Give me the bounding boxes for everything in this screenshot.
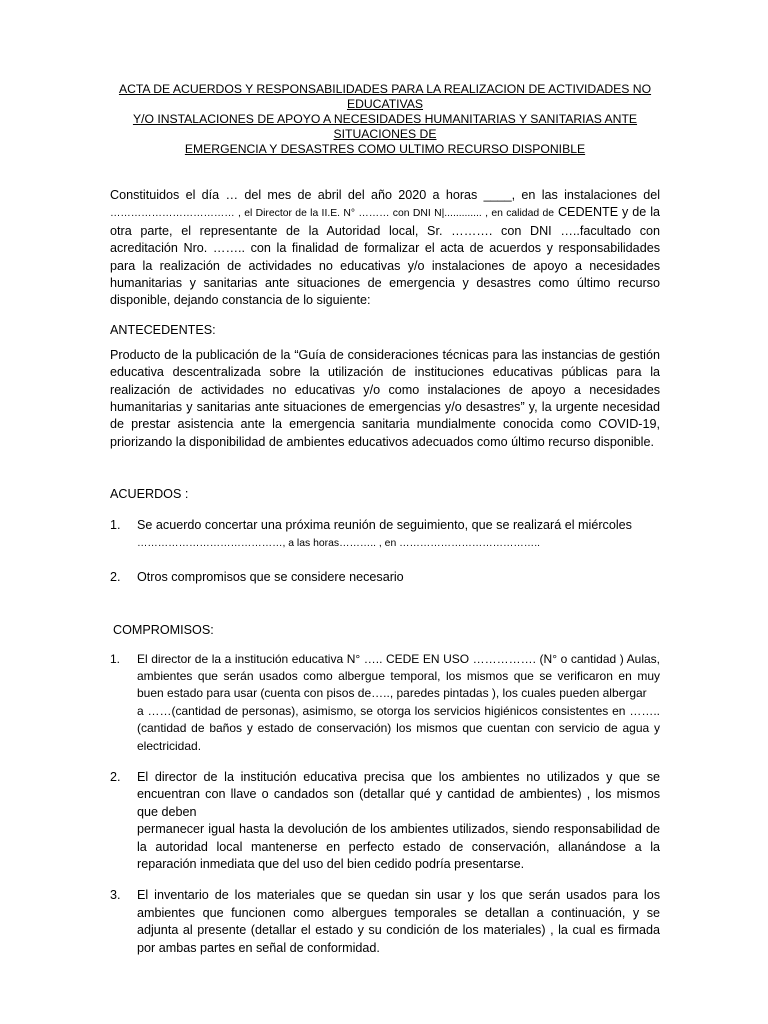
acuerdo-item-2-text: Otros compromisos que se considere necesario bbox=[137, 570, 404, 585]
compromiso-item-1-text-b: a ……(cantidad de personas), asimismo, se otorga los servicios higiénicos consistentes en ……..(cantidad de baños y estado de conservación) los mismos que cuentan con servicio de agua y electricidad. bbox=[137, 703, 660, 753]
acuerdo-item-2-number: 2. bbox=[110, 570, 121, 585]
compromisos-heading: COMPROMISOS: bbox=[113, 622, 214, 637]
intro-part-3: CEDENTE y de la otra parte, el representante de la Autoridad local, Sr. ………. con DNI …..facultado con acreditación Nro. …….. con la finalidad de formalizar el acta de acuerdos y responsabilidades para la realización de actividades no educativas y/o instalaciones de apoyo a necesidades humanitarias y sanitarias ante situaciones de emergencia y desastres como último recurso disponible, dejando constancia de lo siguiente: bbox=[110, 205, 661, 308]
compromiso-item-1-number: 1. bbox=[110, 651, 121, 666]
acuerdos-heading: ACUERDOS : bbox=[110, 487, 189, 502]
acuerdo-item-1-number: 1. bbox=[110, 518, 121, 533]
acuerdo-item-1-text: Se acuerdo concertar una próxima reunión de seguimiento, que se realizará el miércoles bbox=[137, 518, 632, 533]
document-title bbox=[110, 82, 660, 157]
title-line-1: ACTA DE ACUERDOS Y RESPONSABILIDADES PARA LA REALIZACION DE ACTIVIDADES NO EDUCATIVAS bbox=[118, 82, 652, 111]
acuerdo-item-1 bbox=[110, 517, 660, 552]
antecedentes-heading: ANTECEDENTES: bbox=[110, 322, 216, 337]
antecedentes-text: Producto de la publicación de la “Guía de consideraciones técnicas para las instancias de gestión educativa descentralizada sobre la utilización de instituciones educativas públicas para la realización de actividades no educativas y/o como instalaciones de apoyo a necesidades humanitarias y sanitarias ante situaciones de emergencias y/o desastres” y, la urgente necesidad de prestar asistencia ante la emergencia sanitaria mundialmente conocida como COVID-19, priorizando la disponibilidad de ambientes educativos adecuados como último recurso disponible. bbox=[110, 347, 660, 449]
compromiso-item-3 bbox=[110, 887, 660, 957]
compromiso-item-2-number: 2. bbox=[110, 769, 121, 784]
intro-part-2: ……………………………… , el Director de la II.E. N° ……… con DNI N|............. , en calidad de bbox=[110, 208, 555, 220]
compromiso-item-2-text-b: permanecer igual hasta la devolución de los ambientes utilizados, siendo responsabilidad de la autoridad local mantenerse en perfecto estado de conservación, allanándose a la reparación inmediata que del uso del bien cedido podría presentarse. bbox=[137, 822, 660, 871]
acuerdo-item-1-blanks: ……………………………………, a las horas……….. , en ………………………………….. bbox=[137, 537, 540, 549]
compromiso-item-3-text: El inventario de los materiales que se quedan sin usar y los que serán usados para los ambientes que funcionen como albergues temporales se detallan a continuación, y se adjunta al presente (detallar el estado y su condición de los materiales) , la cual es firmada por ambas partes en señal de conformidad. bbox=[137, 888, 660, 955]
compromiso-item-3-number: 3. bbox=[110, 888, 121, 903]
compromiso-item-2-text-a: El director de la institución educativa precisa que los ambientes no utilizados y que se encuentran con llave o candados son (detallar qué y cantidad de ambientes) , los mismos que deben bbox=[137, 769, 660, 819]
compromiso-item-1 bbox=[110, 651, 660, 755]
intro-paragraph bbox=[110, 187, 660, 310]
intro-part-1: Constituidos el día … del mes de abril del año 2020 a horas ____, en las instalaciones del bbox=[110, 188, 660, 202]
compromiso-item-1-text-a: El director de la a institución educativa N° ….. CEDE EN USO ……………. (N° o cantidad ) Aulas, ambientes que serán usados como albergue temporal, los mismos que se verificaron en muy buen estado para usar (cuenta con pisos de….., paredes pintadas ), los cuales pueden albergar bbox=[137, 651, 660, 701]
compromiso-item-2 bbox=[110, 769, 660, 873]
title-line-2: Y/O INSTALACIONES DE APOYO A NECESIDADES HUMANITARIAS Y SANITARIAS ANTE SITUACIONES DE bbox=[132, 112, 638, 141]
title-line-3: EMERGENCIA Y DESASTRES COMO ULTIMO RECURSO DISPONIBLE bbox=[184, 142, 586, 156]
acuerdo-item-2 bbox=[110, 569, 660, 586]
